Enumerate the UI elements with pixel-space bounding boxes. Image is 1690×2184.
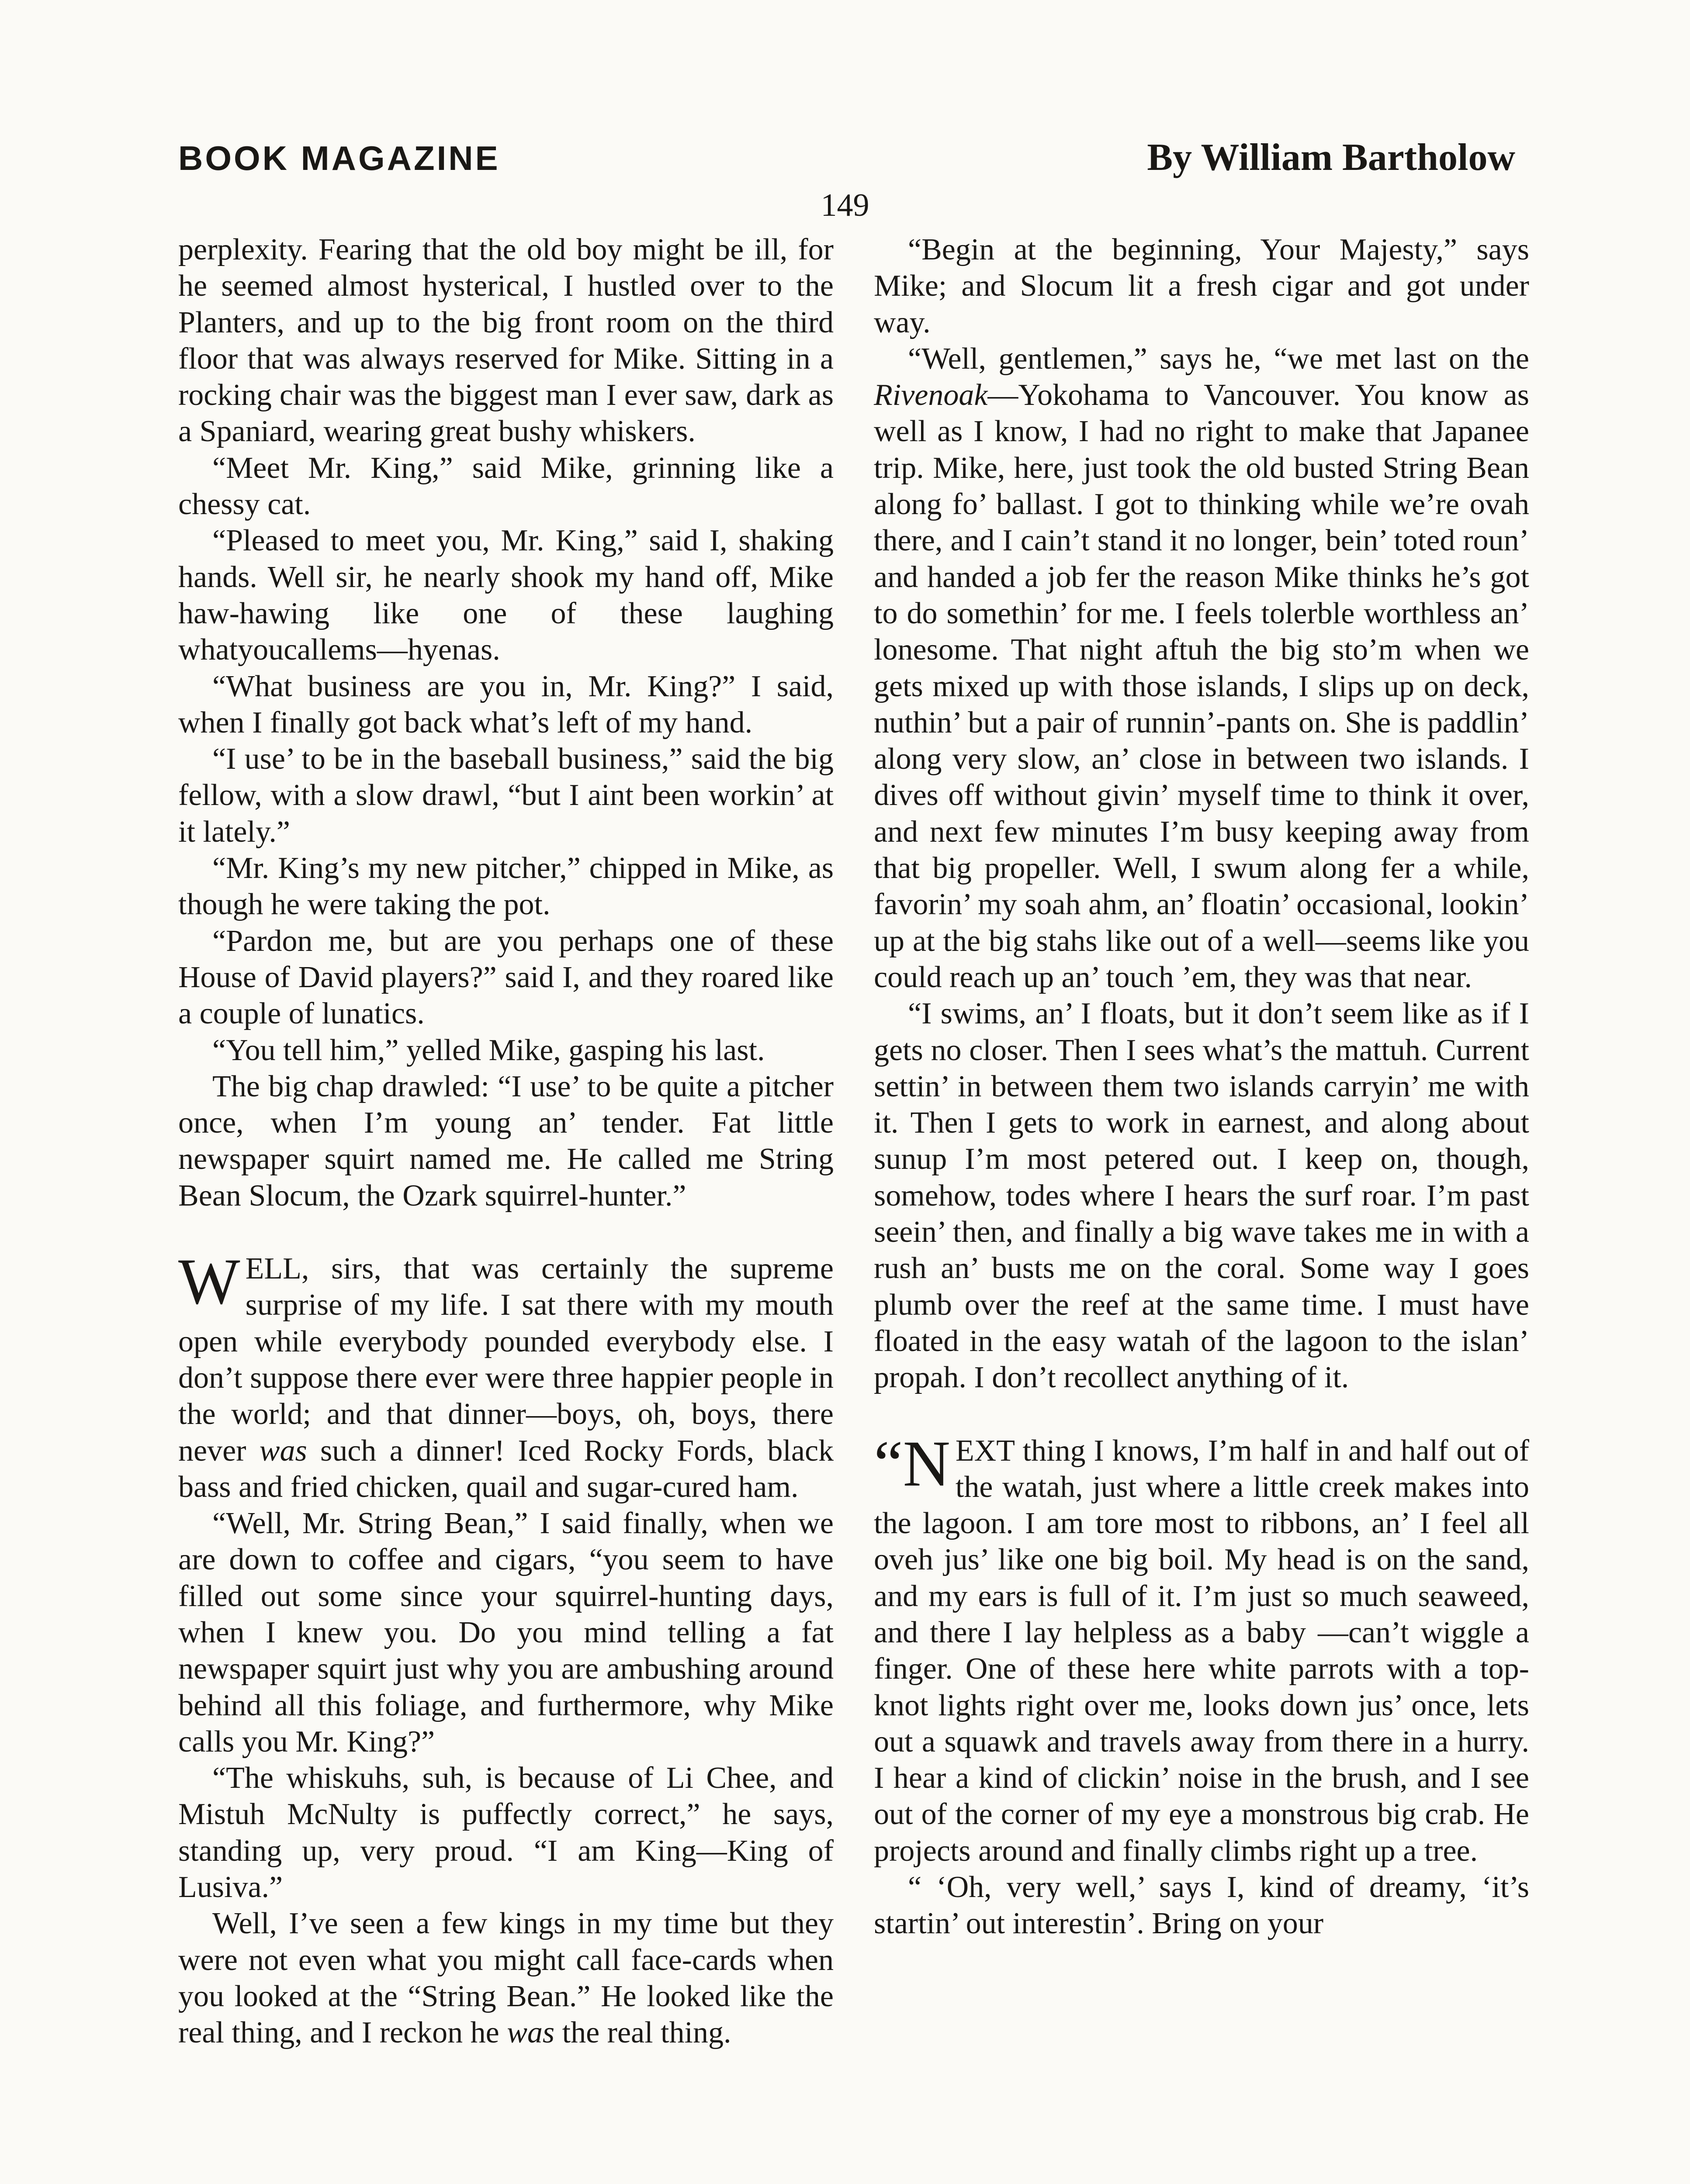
paragraph: “You tell him,” yelled Mike, gasping his last. (212, 1033, 765, 1067)
paragraph: The big chap drawled: “I use’ to be quite a pitcher once, when I’m young an’ tender. Fat little newspaper squirt named me. He called me String Bean Slocum, the Ozark squirrel-hunter.” (178, 1069, 834, 1213)
paragraph: “Pardon me, but are you perhaps one of these House of David players?” said I, and they roared like a couple of lunatics. (178, 924, 834, 1031)
right-column (874, 232, 1529, 1942)
paragraph: “ ‘Oh, very well,’ says I, kind of dreamy, ‘it’s startin’ out interestin’. Bring on your (874, 1870, 1529, 1941)
paragraph: “Begin at the beginning, Your Majesty,” says Mike; and Slocum lit a fresh cigar and got under way. (874, 233, 1529, 339)
author-byline: By William Bartholow (1147, 136, 1515, 179)
paragraph: perplexity. Fearing that the old boy might be ill, for he seemed almost hysterical, I hustled over to the Planters, and up to the big front room on the third floor that was always reserved for Mike. Sitting in a rocking chair was the biggest man I ever saw, dark as a Spaniard, wearing great bushy whiskers. (178, 233, 834, 449)
paragraph: “Well, Mr. String Bean,” I said finally, when we are down to coffee and cigars, “you seem to have filled out some since your squirrel-hunting days, when I knew you. Do you mind telling a fat newspaper squirt just why you are ambushing around behind all this foliage, and furthermore, why Mike calls you Mr. King?” (178, 1507, 834, 1759)
drop-cap: “N (874, 1427, 950, 1500)
left-column (178, 232, 834, 2051)
magazine-title: BOOK MAGAZINE (178, 139, 500, 177)
section-opening-paragraph: WELL, sirs, that was certainly the supreme surprise of my life. I sat there with my mouth open while everybody pounded everybody else. I don’t suppose there ever were three happier people in the world; and that dinner—boys, oh, boys, there never was such a dinner! Iced Rocky Fords, black bass and fried chicken, quail and sugar-cured ham. (178, 1245, 834, 1504)
emphasis: was (259, 1434, 307, 1468)
paragraph: “Mr. King’s my new pitcher,” chipped in Mike, as though he were taking the pot. (178, 851, 834, 922)
emphasis: was (507, 2016, 555, 2050)
paragraph: “Meet Mr. King,” said Mike, grinning like a chessy cat. (178, 451, 834, 522)
paragraph: Well, I’ve seen a few kings in my time but they were not even what you might call face-cards when you looked at the “String Bean.” He looked like the real thing, and I reckon he was the real thing. (178, 1907, 834, 2050)
paragraph: “Pleased to meet you, Mr. King,” said I, shaking hands. Well sir, he nearly shook my hand off, Mike haw-hawing like one of these laughing whatyoucallems—hyenas. (178, 524, 834, 667)
section-opening-paragraph: “NEXT thing I knows, I’m half in and half out of the watah, just where a little creek makes into the lagoon. I am tore most to ribbons, an’ I feel all oveh jus’ like one big boil. My head is on the sand, and my ears is full of it. I’m just so much seaweed, and there I lay helpless as a baby —can’t wiggle a finger. One of these here white parrots with a top-knot lights right over me, looks down jus’ once, lets out a squawk and travels away from there in a hurry. I hear a kind of clickin’ noise in the brush, and I see out of the corner of my eye a monstrous big crab. He projects around and finally climbs right up a tree. (874, 1427, 1529, 1868)
section-break (178, 1214, 834, 1251)
paragraph: “I swims, an’ I floats, but it don’t seem like as if I gets no closer. Then I sees what’s the mattuh. Current settin’ in between them two islands carryin’ me with it. Then I gets to work in earnest, and along about sunup I’m most petered out. I keep on, though, somehow, todes where I hears the surf roar. I’m past seein’ then, and finally a big wave takes me in with a rush an’ busts me on the coral. Some way I goes plumb over the reef at the same time. I must have floated in the easy watah of the lagoon to the islan’ propah. I don’t recollect anything of it. (874, 997, 1529, 1395)
page-number: 149 (821, 187, 869, 223)
paragraph: “The whiskuhs, suh, is because of Li Chee, and Mistuh McNulty is puffectly correct,” he says, standing up, very proud. “I am King—King of Lusiva.” (178, 1761, 834, 1904)
paragraph: “What business are you in, Mr. King?” I said, when I finally got back what’s left of my hand. (178, 669, 834, 740)
section-break (874, 1396, 1529, 1433)
paragraph: “I use’ to be in the baseball business,” said the big fellow, with a slow drawl, “but I aint been workin’ at it lately.” (178, 742, 834, 849)
ship-name: Rivenoak (874, 378, 988, 412)
drop-cap: W (178, 1245, 240, 1318)
paragraph: “Well, gentlemen,” says he, “we met last on the Rivenoak—Yokohama to Vancouver. You know as well as I know, I had no right to make that Japanee trip. Mike, here, just took the old busted String Bean along fo’ ballast. I got to thinking while we’re ovah there, and I cain’t stand it no longer, bein’ toted roun’ and handed a job fer the reason Mike thinks he’s got to do somethin’ for me. I feels tolerble worthless an’ lonesome. That night aftuh the big sto’m when we gets mixed up with those islands, I slips up on deck, nuthin’ but a pair of runnin’-pants on. She is paddlin’ along very slow, an’ close in between two islands. I dives off without givin’ myself time to think it over, and next few minutes I’m busy keeping away from that big propeller. Well, I swum along fer a while, favorin’ my soah ahm, an’ floatin’ occasional, lookin’ up at the big stahs like out of a well—seems like you could reach up an’ touch ’em, they was that near. (874, 342, 1529, 994)
running-head (178, 135, 1515, 183)
